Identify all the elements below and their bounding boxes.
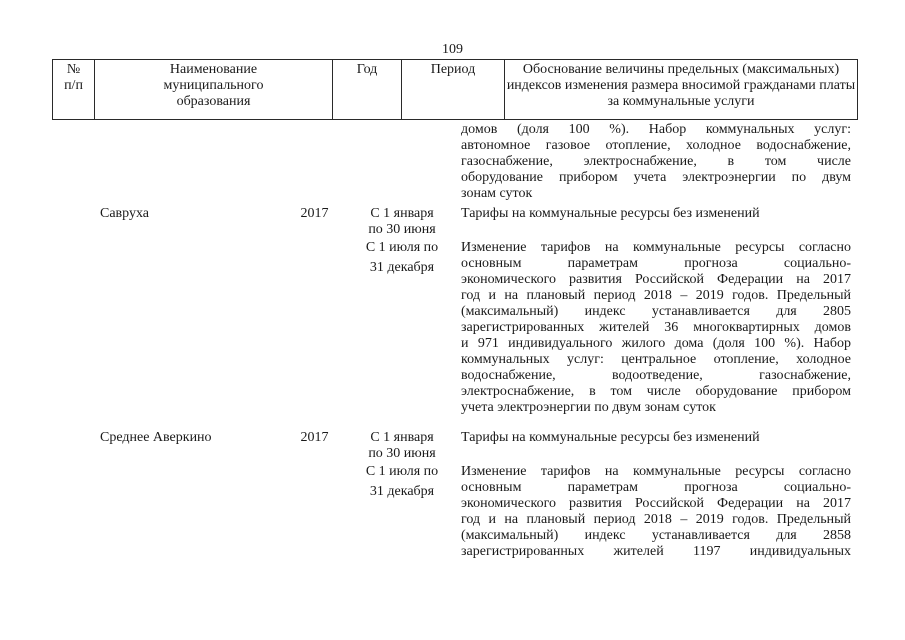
row-text-second-half (461, 464, 851, 560)
text-line: (максимальный) индекс устанавливается для 2805 (461, 304, 851, 319)
text-line: домов (доля 100 %). Набор коммунальных услуг: (461, 122, 851, 137)
row-year: 2017 (300, 430, 329, 445)
text-line: зарегистрированных жителей 36 многоквартирных домов (461, 320, 851, 335)
text-line: (максимальный) индекс устанавливается для 2858 (461, 528, 851, 543)
header-line: Год (356, 62, 378, 77)
row-period-first-half (352, 206, 452, 238)
text-line: год и на плановый период 2018 – 2019 годов. Предельный (461, 512, 851, 527)
header-line: образования (176, 94, 251, 109)
period-line: по 30 июня (368, 222, 436, 237)
header-line: индексов изменения размера вносимой гражданами платы (506, 78, 856, 93)
text-line: зонам суток (461, 186, 533, 201)
text-line: газоснабжение, электроснабжение, в том числе (461, 154, 851, 169)
period-line: 31 декабря (369, 484, 435, 499)
header-period (402, 60, 505, 119)
row-text-first-half: Тарифы на коммунальные ресурсы без изменений (461, 206, 760, 221)
period-line: С 1 июля по (365, 240, 439, 255)
text-line: Изменение тарифов на коммунальные ресурсы согласно (461, 240, 851, 255)
header-year (333, 60, 402, 119)
header-justification (505, 60, 857, 119)
text-line: экономического развития Российской Федерации на 2017 (461, 272, 851, 287)
header-name (95, 60, 333, 119)
table-header (52, 59, 858, 120)
text-line: электроснабжение, в том числе оборудование прибором (461, 384, 851, 399)
text-line: водоснабжение, водоотведение, газоснабжение, (461, 368, 851, 383)
row-name: Среднее Аверкино (100, 430, 212, 445)
period-line: С 1 января (370, 430, 434, 445)
row-text-first-half: Тарифы на коммунальные ресурсы без изменений (461, 430, 760, 445)
row-year: 2017 (300, 206, 329, 221)
period-line: 31 декабря (369, 260, 435, 275)
header-line: муниципального (163, 78, 264, 93)
text-line: экономического развития Российской Федерации на 2017 (461, 496, 851, 511)
header-line: Наименование (169, 62, 258, 77)
header-number (53, 60, 95, 119)
row-period-first-half (352, 430, 452, 462)
text-line: и 971 индивидуального жилого дома (доля 100 %). Набор (461, 336, 851, 351)
period-line: С 1 января (370, 206, 434, 221)
text-line: учета электроэнергии по двум зонам суток (461, 400, 716, 415)
text-line: автономное газовое отопление, холодное водоснабжение, (461, 138, 851, 153)
header-line: п/п (64, 78, 83, 93)
row-name: Савруха (100, 206, 150, 221)
header-line: Период (430, 62, 476, 77)
period-line: С 1 июля по (365, 464, 439, 479)
text-line: год и на плановый период 2018 – 2019 годов. Предельный (461, 288, 851, 303)
header-line: за коммунальные услуги (607, 94, 755, 109)
text-line: основным параметрам прогноза социально- (461, 256, 851, 271)
text-line: зарегистрированных жителей 1197 индивидуальных (461, 544, 851, 559)
header-line: Обоснование величины предельных (максимальных) (522, 62, 840, 77)
text-line: основным параметрам прогноза социально- (461, 480, 851, 495)
text-line: оборудование прибором учета электроэнергии по двум (461, 170, 851, 185)
row-period-second-half (352, 464, 452, 500)
row-text-second-half (461, 240, 851, 416)
period-line: по 30 июня (368, 446, 436, 461)
row-period-second-half (352, 240, 452, 276)
continuation-text (461, 122, 851, 202)
page-number: 109 (442, 42, 463, 57)
text-line: Изменение тарифов на коммунальные ресурсы согласно (461, 464, 851, 479)
header-line: № (66, 62, 81, 77)
text-line: коммунальных услуг: центральное отопление, холодное (461, 352, 851, 367)
